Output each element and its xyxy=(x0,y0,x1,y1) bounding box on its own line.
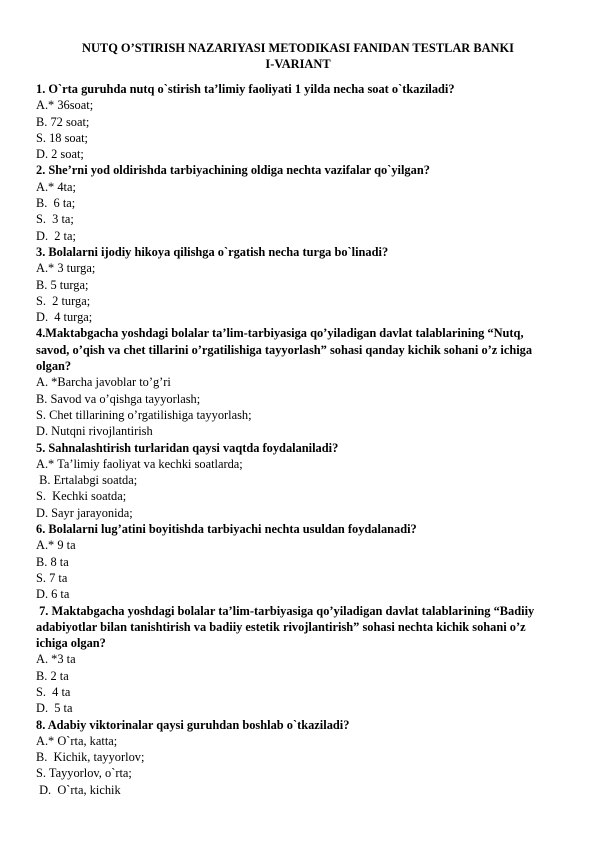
answer-option: A.* 9 ta xyxy=(36,538,76,553)
answer-option: S. Tayyorlov, o`rta; xyxy=(36,766,132,781)
question-text: 3. Bolalarni ijodiy hikoya qilishga o`rgatish necha turga bo`linadi? xyxy=(36,244,389,259)
answer-option: S. 7 ta xyxy=(36,570,68,585)
answer-option: A.* O`rta, katta; xyxy=(36,733,118,748)
question-block xyxy=(36,81,560,162)
question-text: 7. Maktabgacha yoshdagi bolalar ta’lim-tarbiyasiga qo’yiladigan davlat talablarining “Badiiy adabiyotlar bilan tanishtirish va badiiy estetik rivojlantirish” sohasi nechta kichik sohani o’z ichiga olgan? xyxy=(36,603,538,651)
question-block xyxy=(36,440,560,521)
answer-option: D. 5 ta xyxy=(36,701,73,716)
answer-option: A.* 4ta; xyxy=(36,179,76,194)
answer-option: S. Chet tillarining o’rgatilishiga tayyorlash; xyxy=(36,407,252,422)
question-block xyxy=(36,521,560,602)
answer-option: S. Kechki soatda; xyxy=(36,489,127,504)
question-text: 8. Adabiy viktorinalar qaysi guruhdan boshlab o`tkaziladi? xyxy=(36,717,350,732)
question-text: 5. Sahnalashtirish turlaridan qaysi vaqtda foydalaniladi? xyxy=(36,440,339,455)
answer-option: D. O`rta, kichik xyxy=(36,782,121,797)
title-line-2: I-VARIANT xyxy=(265,57,331,71)
question-block xyxy=(36,244,560,325)
answer-option: A. *Barcha javoblar to’g’ri xyxy=(36,375,171,390)
question-block xyxy=(36,603,560,717)
answer-option: S. 4 ta xyxy=(36,684,71,699)
answer-option: B. 6 ta; xyxy=(36,196,76,211)
question-block xyxy=(36,717,560,798)
answer-option: S. 18 soat; xyxy=(36,130,88,145)
question-block xyxy=(36,325,560,439)
question-text: 1. O`rta guruhda nutq o`stirish ta’limiy faoliyati 1 yilda necha soat o`tkaziladi? xyxy=(36,82,455,96)
answer-option: S. 3 ta; xyxy=(36,212,74,227)
answer-option: B. Ertalabgi soatda; xyxy=(36,473,138,488)
answer-option: A.* Ta’limiy faoliyat va kechki soatlarda; xyxy=(36,456,243,471)
answer-option: D. 2 soat; xyxy=(36,147,84,162)
question-block xyxy=(36,162,560,243)
answer-option: D. Nutqni rivojlantirish xyxy=(36,424,153,439)
answer-option: D. 4 turga; xyxy=(36,310,93,325)
answer-option: D. 6 ta xyxy=(36,587,70,602)
question-text: 6. Bolalarni lug’atini boyitishda tarbiyachi nechta usuldan foydalanadi? xyxy=(36,522,417,537)
answer-option: S. 2 turga; xyxy=(36,293,91,308)
answer-option: A. *3 ta xyxy=(36,652,76,667)
document-title xyxy=(36,40,560,72)
answer-option: B. 5 turga; xyxy=(36,277,89,292)
title-line-1: NUTQ O’STIRISH NAZARIYASI METODIKASI FANIDAN TESTLAR BANKI xyxy=(82,41,514,55)
answer-option: B. Savod va o’qishga tayyorlash; xyxy=(36,391,201,406)
answer-option: D. 2 ta; xyxy=(36,228,76,243)
question-text: 2. She’rni yod oldirishda tarbiyachining oldiga nechta vazifalar qo`yilgan? xyxy=(36,163,430,178)
answer-option: B. Kichik, tayyorlov; xyxy=(36,750,145,765)
answer-option: B. 2 ta xyxy=(36,668,69,683)
answer-option: B. 72 soat; xyxy=(36,114,90,129)
answer-option: D. Sayr jarayonida; xyxy=(36,505,133,520)
question-text: 4.Maktabgacha yoshdagi bolalar ta’lim-tarbiyasiga qo’yiladigan davlat talablarining “Nutq, savod, o’qish va chet tillarini o’rgatilishiga tayyorlash” sohasi qanday kichik sohani o’z ichiga olgan? xyxy=(36,326,536,374)
question-list xyxy=(36,81,560,798)
document-page xyxy=(36,40,560,798)
answer-option: B. 8 ta xyxy=(36,554,69,569)
answer-option: A.* 36soat; xyxy=(36,98,94,113)
answer-option: A.* 3 turga; xyxy=(36,261,96,276)
